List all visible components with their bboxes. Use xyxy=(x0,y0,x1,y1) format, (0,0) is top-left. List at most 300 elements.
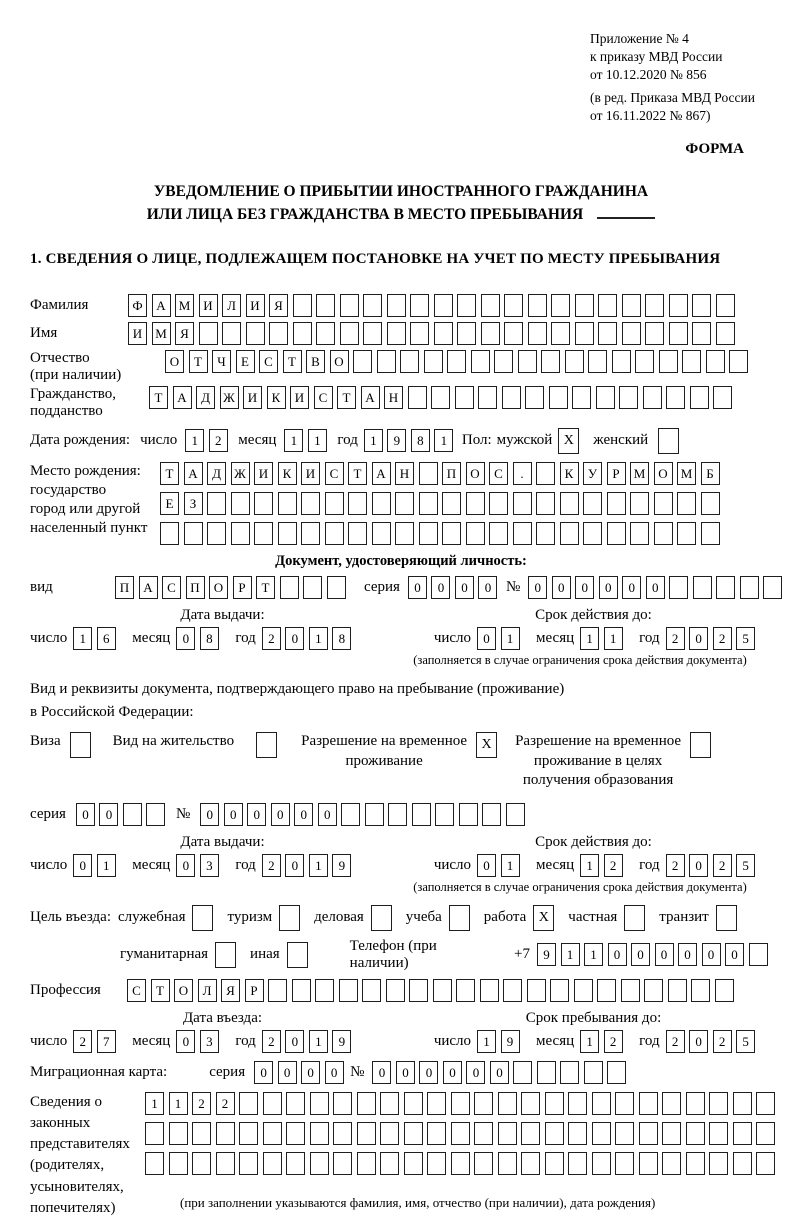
char-cell[interactable]: Л xyxy=(222,294,241,317)
char-cell[interactable]: 1 xyxy=(308,429,327,452)
char-cell[interactable] xyxy=(733,1122,752,1145)
char-cell[interactable]: 0 xyxy=(646,576,665,599)
char-cell[interactable] xyxy=(669,322,688,345)
char-cell[interactable] xyxy=(716,322,735,345)
char-cell[interactable]: Ч xyxy=(212,350,231,373)
char-cell[interactable]: 1 xyxy=(580,1030,599,1053)
char-cell[interactable] xyxy=(545,1092,564,1115)
char-cell[interactable] xyxy=(525,386,544,409)
char-cell[interactable]: Н xyxy=(384,386,403,409)
char-cell[interactable]: О xyxy=(466,462,485,485)
phone-input[interactable] xyxy=(537,943,772,966)
char-cell[interactable] xyxy=(434,294,453,317)
char-cell[interactable]: 1 xyxy=(584,943,603,966)
char-cell[interactable] xyxy=(677,522,696,545)
purpose-commercial-checkbox[interactable] xyxy=(371,905,392,931)
char-cell[interactable] xyxy=(207,522,226,545)
char-cell[interactable] xyxy=(597,979,616,1002)
char-cell[interactable] xyxy=(521,1092,540,1115)
char-cell[interactable] xyxy=(568,1152,587,1175)
char-cell[interactable] xyxy=(474,1092,493,1115)
char-cell[interactable]: 8 xyxy=(200,627,219,650)
char-cell[interactable] xyxy=(568,1092,587,1115)
char-cell[interactable]: 1 xyxy=(309,854,328,877)
char-cell[interactable] xyxy=(478,386,497,409)
char-cell[interactable] xyxy=(545,1152,564,1175)
char-cell[interactable] xyxy=(325,492,344,515)
char-cell[interactable]: Т xyxy=(337,386,356,409)
char-cell[interactable]: Т xyxy=(149,386,168,409)
char-cell[interactable] xyxy=(278,492,297,515)
char-cell[interactable] xyxy=(668,979,687,1002)
char-cell[interactable]: 1 xyxy=(364,429,383,452)
char-cell[interactable] xyxy=(686,1092,705,1115)
gender-female-checkbox[interactable] xyxy=(658,428,679,454)
char-cell[interactable] xyxy=(278,522,297,545)
temp-residence-edu-checkbox[interactable] xyxy=(690,732,711,758)
entry-day-input[interactable] xyxy=(73,1030,120,1053)
char-cell[interactable]: 0 xyxy=(599,576,618,599)
doc-expiry-month-input[interactable] xyxy=(580,627,627,650)
char-cell[interactable]: 1 xyxy=(185,429,204,452)
char-cell[interactable]: С xyxy=(259,350,278,373)
char-cell[interactable]: 2 xyxy=(73,1030,92,1053)
char-cell[interactable] xyxy=(431,386,450,409)
char-cell[interactable] xyxy=(645,322,664,345)
char-cell[interactable] xyxy=(435,803,454,826)
char-cell[interactable] xyxy=(395,522,414,545)
res-series-input[interactable] xyxy=(76,803,170,826)
char-cell[interactable] xyxy=(498,1092,517,1115)
char-cell[interactable] xyxy=(410,294,429,317)
char-cell[interactable]: Р xyxy=(607,462,626,485)
char-cell[interactable]: Ж xyxy=(220,386,239,409)
char-cell[interactable] xyxy=(433,979,452,1002)
char-cell[interactable] xyxy=(207,492,226,515)
char-cell[interactable]: Н xyxy=(395,462,414,485)
char-cell[interactable] xyxy=(419,462,438,485)
char-cell[interactable] xyxy=(677,492,696,515)
char-cell[interactable] xyxy=(550,979,569,1002)
char-cell[interactable] xyxy=(622,322,641,345)
res-expiry-year-input[interactable] xyxy=(666,854,760,877)
char-cell[interactable] xyxy=(427,1122,446,1145)
char-cell[interactable] xyxy=(513,522,532,545)
char-cell[interactable]: Т xyxy=(151,979,170,1002)
char-cell[interactable] xyxy=(480,979,499,1002)
char-cell[interactable]: 1 xyxy=(561,943,580,966)
char-cell[interactable]: О xyxy=(209,576,228,599)
char-cell[interactable] xyxy=(301,492,320,515)
char-cell[interactable] xyxy=(740,576,759,599)
char-cell[interactable] xyxy=(263,1152,282,1175)
char-cell[interactable]: С xyxy=(127,979,146,1002)
given-name-input[interactable] xyxy=(128,322,739,345)
char-cell[interactable] xyxy=(222,322,241,345)
char-cell[interactable] xyxy=(713,386,732,409)
char-cell[interactable] xyxy=(327,576,346,599)
char-cell[interactable]: 8 xyxy=(411,429,430,452)
char-cell[interactable]: А xyxy=(372,462,391,485)
char-cell[interactable]: В xyxy=(306,350,325,373)
char-cell[interactable]: 2 xyxy=(666,1030,685,1053)
char-cell[interactable] xyxy=(662,1092,681,1115)
mc-number-input[interactable] xyxy=(372,1061,631,1084)
char-cell[interactable] xyxy=(293,322,312,345)
char-cell[interactable]: 8 xyxy=(332,627,351,650)
char-cell[interactable] xyxy=(574,979,593,1002)
char-cell[interactable] xyxy=(481,322,500,345)
char-cell[interactable] xyxy=(357,1122,376,1145)
char-cell[interactable]: И xyxy=(128,322,147,345)
char-cell[interactable] xyxy=(545,1122,564,1145)
char-cell[interactable]: 9 xyxy=(537,943,556,966)
char-cell[interactable] xyxy=(466,492,485,515)
char-cell[interactable] xyxy=(583,492,602,515)
res-expiry-month-input[interactable] xyxy=(580,854,627,877)
char-cell[interactable] xyxy=(549,386,568,409)
char-cell[interactable] xyxy=(310,1152,329,1175)
char-cell[interactable] xyxy=(263,1092,282,1115)
char-cell[interactable]: 2 xyxy=(604,854,623,877)
char-cell[interactable]: 3 xyxy=(200,854,219,877)
char-cell[interactable] xyxy=(518,350,537,373)
char-cell[interactable] xyxy=(592,1122,611,1145)
char-cell[interactable] xyxy=(709,1122,728,1145)
char-cell[interactable]: А xyxy=(139,576,158,599)
doc-kind-input[interactable] xyxy=(115,576,350,599)
citizenship-input[interactable] xyxy=(149,386,737,409)
char-cell[interactable] xyxy=(357,1092,376,1115)
char-cell[interactable] xyxy=(471,350,490,373)
char-cell[interactable]: Я xyxy=(269,294,288,317)
char-cell[interactable] xyxy=(341,803,360,826)
char-cell[interactable] xyxy=(709,1092,728,1115)
char-cell[interactable]: И xyxy=(301,462,320,485)
char-cell[interactable] xyxy=(612,350,631,373)
char-cell[interactable] xyxy=(419,492,438,515)
res-issue-year-input[interactable] xyxy=(262,854,356,877)
char-cell[interactable] xyxy=(513,492,532,515)
char-cell[interactable]: Т xyxy=(348,462,367,485)
char-cell[interactable]: 0 xyxy=(278,1061,297,1084)
char-cell[interactable] xyxy=(372,522,391,545)
char-cell[interactable]: М xyxy=(152,322,171,345)
char-cell[interactable] xyxy=(169,1152,188,1175)
char-cell[interactable]: Т xyxy=(283,350,302,373)
char-cell[interactable] xyxy=(412,803,431,826)
char-cell[interactable] xyxy=(145,1122,164,1145)
char-cell[interactable]: 0 xyxy=(176,854,195,877)
char-cell[interactable]: 0 xyxy=(631,943,650,966)
char-cell[interactable]: Е xyxy=(160,492,179,515)
char-cell[interactable] xyxy=(691,979,710,1002)
char-cell[interactable]: 2 xyxy=(262,627,281,650)
entry-month-input[interactable] xyxy=(176,1030,223,1053)
char-cell[interactable] xyxy=(408,386,427,409)
char-cell[interactable]: 0 xyxy=(655,943,674,966)
char-cell[interactable] xyxy=(654,522,673,545)
char-cell[interactable] xyxy=(598,322,617,345)
char-cell[interactable]: Я xyxy=(175,322,194,345)
char-cell[interactable]: 2 xyxy=(262,854,281,877)
char-cell[interactable]: М xyxy=(175,294,194,317)
char-cell[interactable] xyxy=(339,979,358,1002)
char-cell[interactable] xyxy=(706,350,725,373)
char-cell[interactable]: 1 xyxy=(309,1030,328,1053)
char-cell[interactable] xyxy=(528,294,547,317)
char-cell[interactable] xyxy=(498,1122,517,1145)
char-cell[interactable] xyxy=(474,1122,493,1145)
char-cell[interactable]: И xyxy=(199,294,218,317)
char-cell[interactable] xyxy=(231,492,250,515)
char-cell[interactable] xyxy=(502,386,521,409)
char-cell[interactable] xyxy=(572,386,591,409)
char-cell[interactable] xyxy=(184,522,203,545)
char-cell[interactable] xyxy=(575,294,594,317)
char-cell[interactable]: Т xyxy=(256,576,275,599)
stay-month-input[interactable] xyxy=(580,1030,627,1053)
char-cell[interactable] xyxy=(145,1152,164,1175)
char-cell[interactable] xyxy=(662,1122,681,1145)
char-cell[interactable]: 5 xyxy=(736,627,755,650)
char-cell[interactable] xyxy=(701,492,720,515)
char-cell[interactable]: 0 xyxy=(443,1061,462,1084)
purpose-work-checkbox[interactable]: X xyxy=(533,905,554,931)
char-cell[interactable] xyxy=(666,386,685,409)
char-cell[interactable]: 0 xyxy=(285,854,304,877)
char-cell[interactable]: 1 xyxy=(309,627,328,650)
char-cell[interactable]: 0 xyxy=(408,576,427,599)
char-cell[interactable] xyxy=(584,1061,603,1084)
char-cell[interactable]: О xyxy=(654,462,673,485)
char-cell[interactable]: 1 xyxy=(169,1092,188,1115)
char-cell[interactable]: А xyxy=(184,462,203,485)
char-cell[interactable] xyxy=(504,322,523,345)
char-cell[interactable] xyxy=(560,492,579,515)
char-cell[interactable]: П xyxy=(115,576,134,599)
char-cell[interactable] xyxy=(644,979,663,1002)
char-cell[interactable] xyxy=(588,350,607,373)
char-cell[interactable]: О xyxy=(330,350,349,373)
visa-checkbox[interactable] xyxy=(70,732,91,758)
char-cell[interactable] xyxy=(749,943,768,966)
doc-issue-year-input[interactable] xyxy=(262,627,356,650)
birth-day-input[interactable] xyxy=(185,429,232,452)
char-cell[interactable] xyxy=(239,1092,258,1115)
char-cell[interactable]: А xyxy=(361,386,380,409)
residence-permit-checkbox[interactable] xyxy=(256,732,277,758)
char-cell[interactable] xyxy=(489,522,508,545)
char-cell[interactable]: 2 xyxy=(666,627,685,650)
char-cell[interactable]: 0 xyxy=(285,627,304,650)
birth-place-row-2[interactable] xyxy=(160,492,724,515)
char-cell[interactable] xyxy=(474,1152,493,1175)
char-cell[interactable] xyxy=(451,1092,470,1115)
char-cell[interactable] xyxy=(293,294,312,317)
char-cell[interactable]: 0 xyxy=(294,803,313,826)
surname-input[interactable] xyxy=(128,294,739,317)
char-cell[interactable] xyxy=(565,350,584,373)
birth-year-input[interactable] xyxy=(364,429,458,452)
char-cell[interactable] xyxy=(686,1122,705,1145)
char-cell[interactable]: 9 xyxy=(332,854,351,877)
char-cell[interactable] xyxy=(459,803,478,826)
char-cell[interactable]: З xyxy=(184,492,203,515)
char-cell[interactable] xyxy=(669,576,688,599)
char-cell[interactable] xyxy=(269,322,288,345)
char-cell[interactable] xyxy=(701,522,720,545)
char-cell[interactable] xyxy=(377,350,396,373)
char-cell[interactable]: 0 xyxy=(725,943,744,966)
char-cell[interactable] xyxy=(316,322,335,345)
char-cell[interactable] xyxy=(568,1122,587,1145)
char-cell[interactable] xyxy=(301,522,320,545)
char-cell[interactable] xyxy=(715,979,734,1002)
char-cell[interactable] xyxy=(733,1092,752,1115)
char-cell[interactable] xyxy=(427,1152,446,1175)
char-cell[interactable]: Т xyxy=(160,462,179,485)
stay-year-input[interactable] xyxy=(666,1030,760,1053)
char-cell[interactable] xyxy=(404,1152,423,1175)
char-cell[interactable] xyxy=(682,350,701,373)
char-cell[interactable] xyxy=(635,350,654,373)
temp-residence-checkbox[interactable]: X xyxy=(476,732,497,758)
char-cell[interactable] xyxy=(409,979,428,1002)
char-cell[interactable] xyxy=(427,1092,446,1115)
char-cell[interactable]: 1 xyxy=(501,854,520,877)
char-cell[interactable] xyxy=(456,979,475,1002)
purpose-humanitarian-checkbox[interactable] xyxy=(215,942,236,968)
char-cell[interactable] xyxy=(494,350,513,373)
char-cell[interactable]: С xyxy=(162,576,181,599)
char-cell[interactable]: 0 xyxy=(490,1061,509,1084)
char-cell[interactable]: Л xyxy=(198,979,217,1002)
char-cell[interactable]: С xyxy=(314,386,333,409)
char-cell[interactable] xyxy=(756,1092,775,1115)
gender-male-checkbox[interactable]: X xyxy=(558,428,579,454)
char-cell[interactable]: 0 xyxy=(318,803,337,826)
char-cell[interactable] xyxy=(424,350,443,373)
char-cell[interactable] xyxy=(536,522,555,545)
char-cell[interactable]: 1 xyxy=(501,627,520,650)
doc-issue-day-input[interactable] xyxy=(73,627,120,650)
char-cell[interactable] xyxy=(292,979,311,1002)
char-cell[interactable] xyxy=(333,1122,352,1145)
char-cell[interactable] xyxy=(303,576,322,599)
char-cell[interactable] xyxy=(466,522,485,545)
char-cell[interactable] xyxy=(716,576,735,599)
char-cell[interactable] xyxy=(192,1122,211,1145)
char-cell[interactable] xyxy=(645,294,664,317)
char-cell[interactable] xyxy=(583,522,602,545)
char-cell[interactable] xyxy=(434,322,453,345)
char-cell[interactable] xyxy=(316,294,335,317)
char-cell[interactable]: А xyxy=(152,294,171,317)
char-cell[interactable]: 0 xyxy=(477,627,496,650)
char-cell[interactable]: 0 xyxy=(99,803,118,826)
char-cell[interactable] xyxy=(457,322,476,345)
purpose-study-checkbox[interactable] xyxy=(449,905,470,931)
char-cell[interactable] xyxy=(315,979,334,1002)
char-cell[interactable] xyxy=(729,350,748,373)
char-cell[interactable] xyxy=(607,522,626,545)
char-cell[interactable] xyxy=(404,1122,423,1145)
char-cell[interactable] xyxy=(536,492,555,515)
char-cell[interactable] xyxy=(709,1152,728,1175)
char-cell[interactable] xyxy=(551,294,570,317)
char-cell[interactable]: 1 xyxy=(97,854,116,877)
char-cell[interactable]: 7 xyxy=(97,1030,116,1053)
char-cell[interactable]: 0 xyxy=(224,803,243,826)
char-cell[interactable]: И xyxy=(254,462,273,485)
char-cell[interactable] xyxy=(503,979,522,1002)
char-cell[interactable]: 6 xyxy=(97,627,116,650)
char-cell[interactable] xyxy=(216,1152,235,1175)
char-cell[interactable] xyxy=(560,1061,579,1084)
char-cell[interactable]: 0 xyxy=(689,1030,708,1053)
char-cell[interactable]: К xyxy=(278,462,297,485)
char-cell[interactable]: 0 xyxy=(528,576,547,599)
char-cell[interactable] xyxy=(521,1152,540,1175)
char-cell[interactable] xyxy=(686,1152,705,1175)
char-cell[interactable] xyxy=(310,1092,329,1115)
doc-expiry-year-input[interactable] xyxy=(666,627,760,650)
char-cell[interactable]: 2 xyxy=(192,1092,211,1115)
char-cell[interactable]: У xyxy=(583,462,602,485)
doc-series-input[interactable] xyxy=(408,576,502,599)
char-cell[interactable]: 5 xyxy=(736,854,755,877)
char-cell[interactable]: 2 xyxy=(604,1030,623,1053)
char-cell[interactable] xyxy=(280,576,299,599)
purpose-private-checkbox[interactable] xyxy=(624,905,645,931)
char-cell[interactable]: 2 xyxy=(713,854,732,877)
char-cell[interactable]: Р xyxy=(233,576,252,599)
char-cell[interactable]: 0 xyxy=(678,943,697,966)
char-cell[interactable] xyxy=(254,522,273,545)
char-cell[interactable]: И xyxy=(290,386,309,409)
char-cell[interactable]: Б xyxy=(701,462,720,485)
char-cell[interactable] xyxy=(340,322,359,345)
char-cell[interactable]: 2 xyxy=(713,1030,732,1053)
char-cell[interactable] xyxy=(419,522,438,545)
char-cell[interactable] xyxy=(451,1122,470,1145)
char-cell[interactable]: 0 xyxy=(478,576,497,599)
char-cell[interactable] xyxy=(482,803,501,826)
char-cell[interactable]: М xyxy=(630,462,649,485)
char-cell[interactable] xyxy=(387,294,406,317)
res-number-input[interactable] xyxy=(200,803,529,826)
char-cell[interactable]: А xyxy=(173,386,192,409)
char-cell[interactable]: 0 xyxy=(301,1061,320,1084)
char-cell[interactable]: 0 xyxy=(200,803,219,826)
char-cell[interactable]: 0 xyxy=(396,1061,415,1084)
char-cell[interactable]: Е xyxy=(236,350,255,373)
char-cell[interactable] xyxy=(504,294,523,317)
char-cell[interactable] xyxy=(630,492,649,515)
char-cell[interactable]: 0 xyxy=(372,1061,391,1084)
char-cell[interactable] xyxy=(451,1152,470,1175)
char-cell[interactable]: 1 xyxy=(145,1092,164,1115)
char-cell[interactable] xyxy=(199,322,218,345)
char-cell[interactable] xyxy=(592,1152,611,1175)
char-cell[interactable]: 0 xyxy=(608,943,627,966)
char-cell[interactable] xyxy=(639,1092,658,1115)
char-cell[interactable] xyxy=(254,492,273,515)
char-cell[interactable] xyxy=(325,522,344,545)
char-cell[interactable] xyxy=(489,492,508,515)
char-cell[interactable]: 0 xyxy=(73,854,92,877)
